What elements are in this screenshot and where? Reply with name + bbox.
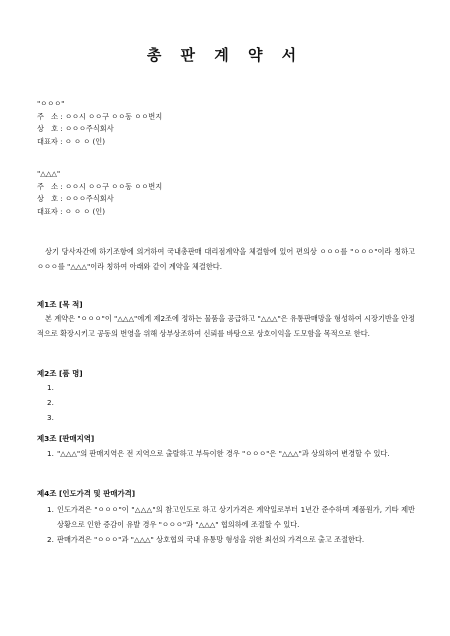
party-a-representative: 대표자 : ㅇ ㅇ ㅇ (인) — [37, 136, 106, 146]
article4-heading: 제4조 [인도가격 및 판매가격] — [37, 489, 136, 498]
intro-paragraph: 상기 당사자간에 하기조항에 의거하여 국내총판매 대리점계약을 체결함에 있어 편의상 ㅇㅇㅇ를 "ㅇㅇㅇ"이라 칭하고 ㅇㅇㅇ를 "△△△"이라 칭하여 아래와 같이 계약을 체결한다. — [37, 247, 415, 271]
article1-heading: 제1조 [목 적] — [37, 300, 83, 309]
party-b-address: 주 소 : ㅇㅇ시 ㅇㅇ구 ㅇㅇ동 ㅇㅇ번지 — [37, 181, 163, 191]
article3-heading: 제3조 [판매지역] — [37, 434, 95, 443]
party-a-company: 상 호 : ㅇㅇㅇ주식회사 — [37, 124, 114, 134]
list-item — [47, 502, 415, 532]
party-a-name: "ㅇㅇㅇ" — [37, 99, 65, 108]
list-item — [47, 532, 415, 547]
list-item-number: 1. — [47, 449, 54, 458]
article1-text: 본 계약은 "ㅇㅇㅇ"이 "△△△"에게 제2조에 정하는 물품을 공급하고 "△△△"은 유통판매망을 형성하여 시장기반을 안정적으로 확장시키고 공동의 번영을 위해 상부상조하여 신뢰를 바탕으로 상호이익을 도모함을 목적으로 한다. — [37, 314, 415, 338]
article2-item-2: 2. — [47, 398, 54, 407]
article2-heading: 제2조 [품 명] — [37, 369, 83, 378]
party-a-address: 주 소 : ㅇㅇ시 ㅇㅇ구 ㅇㅇ동 ㅇㅇ번지 — [37, 111, 163, 121]
article2-list — [47, 380, 425, 425]
list-item-text: "△△△"의 판매지역은 전 지역으로 출랄하고 부득이한 경우 "ㅇㅇㅇ"은 "△△△"과 상의하여 변경할 수 있다. — [57, 449, 390, 458]
list-item-number: 2. — [47, 535, 54, 544]
list-item — [47, 446, 415, 461]
list-item-text: 판매가격은 "ㅇㅇㅇ"과 "△△△" 상호협의 국내 유통망 형성을 위한 최선의 가격으로 출고 조절한다. — [57, 535, 365, 544]
party-a-block — [37, 98, 162, 148]
article4-list — [47, 502, 415, 547]
list-item-number: 1. — [47, 505, 54, 514]
list-item-text: 인도가격은 "ㅇㅇㅇ"이 "△△△"의 참고인도로 하고 상기가격은 계약일로부터 1년간 준수하며 제품원가, 기타 제반상황으로 인한 증감이 유발 경우 "ㅇㅇㅇ"과 "△△△" 협의하에 조절할 수 있다. — [57, 505, 415, 529]
document-title: 총 판 계 약 서 — [146, 46, 304, 64]
party-b-representative: 대표자 : ㅇ ㅇ ㅇ (인) — [37, 206, 106, 216]
article2-item-3: 3. — [47, 413, 54, 422]
party-b-block — [37, 168, 162, 218]
article3-list — [47, 446, 415, 461]
party-b-name: "△△△" — [37, 169, 61, 178]
party-b-company: 상 호 : ㅇㅇㅇ주식회사 — [37, 194, 114, 204]
article2-item-1: 1. — [47, 383, 54, 392]
